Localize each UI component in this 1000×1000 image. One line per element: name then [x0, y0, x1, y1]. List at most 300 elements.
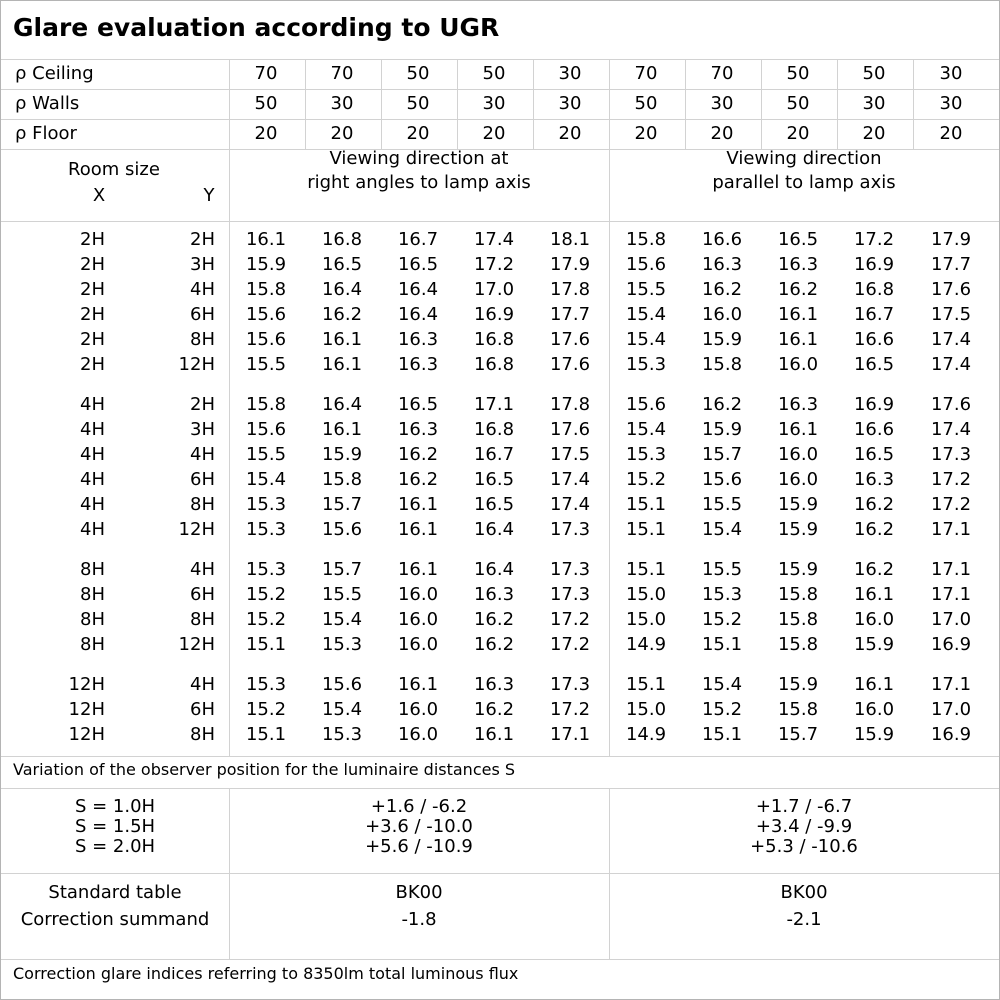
ugr-value: 16.1: [777, 419, 819, 440]
room-y-value: 4H: [190, 444, 215, 465]
standard-table-parallel: BK00: [780, 882, 828, 903]
reflectance-value: 30: [482, 93, 506, 114]
ugr-value: 15.7: [321, 494, 363, 515]
ugr-value: 16.0: [777, 354, 819, 375]
ugr-value: 16.8: [473, 419, 515, 440]
room-y-value: 2H: [190, 229, 215, 250]
ugr-value: 16.5: [853, 354, 895, 375]
ugr-value: 15.3: [625, 354, 667, 375]
ugr-value: 16.3: [777, 394, 819, 415]
room-y-value: 3H: [190, 254, 215, 275]
ugr-value: 17.1: [930, 674, 972, 695]
ugr-value: 17.4: [930, 419, 972, 440]
ugr-value: 16.2: [853, 519, 895, 540]
reflectance-value: 20: [786, 123, 810, 144]
grid-vline: [761, 59, 762, 149]
ugr-value: 16.2: [321, 304, 363, 325]
reflectance-label: ρ Walls: [15, 93, 80, 114]
room-x-value: 4H: [80, 419, 105, 440]
grid-hline: [1, 873, 999, 874]
reflectance-value: 20: [634, 123, 658, 144]
reflectance-value: 50: [482, 63, 506, 84]
ugr-value: 17.1: [930, 559, 972, 580]
ugr-value: 16.7: [397, 229, 439, 250]
ugr-value: 14.9: [625, 724, 667, 745]
standard-table-label: Standard table: [48, 882, 182, 903]
ugr-value: 16.4: [397, 304, 439, 325]
ugr-value: 16.3: [397, 354, 439, 375]
ugr-value: 15.0: [625, 609, 667, 630]
ugr-value: 16.3: [473, 584, 515, 605]
ugr-value: 16.0: [777, 469, 819, 490]
ugr-value: 15.6: [245, 329, 287, 350]
correction-summand-right: -1.8: [401, 909, 437, 930]
room-y-value: 2H: [190, 394, 215, 415]
ugr-value: 16.6: [853, 329, 895, 350]
room-x-value: 12H: [68, 674, 105, 695]
spacing-label: S = 2.0H: [74, 836, 156, 857]
room-y-value: 12H: [178, 354, 215, 375]
reflectance-value: 50: [786, 93, 810, 114]
ugr-value: 15.9: [853, 724, 895, 745]
ugr-value: 15.8: [321, 469, 363, 490]
ugr-value: 15.2: [625, 469, 667, 490]
variation-label: Variation of the observer position for the luminaire distances S: [13, 760, 516, 779]
ugr-value: 15.3: [245, 519, 287, 540]
room-x-value: 8H: [80, 559, 105, 580]
ugr-value: 15.3: [245, 559, 287, 580]
ugr-value: 16.6: [701, 229, 743, 250]
ugr-value: 17.2: [549, 634, 591, 655]
ugr-value: 17.0: [930, 609, 972, 630]
reflectance-value: 20: [254, 123, 278, 144]
room-y-value: 8H: [190, 609, 215, 630]
ugr-value: 15.0: [625, 699, 667, 720]
ugr-value: 16.0: [397, 724, 439, 745]
ugr-value: 17.8: [549, 394, 591, 415]
ugr-value: 15.9: [245, 254, 287, 275]
parallel-header-line2: parallel to lamp axis: [712, 172, 896, 193]
ugr-value: 16.0: [397, 699, 439, 720]
ugr-value: 16.2: [473, 609, 515, 630]
ugr-value: 16.4: [473, 519, 515, 540]
ugr-value: 15.9: [701, 329, 743, 350]
ugr-value: 16.2: [853, 559, 895, 580]
ugr-value: 17.6: [549, 419, 591, 440]
ugr-value: 17.4: [549, 494, 591, 515]
ugr-value: 15.2: [245, 584, 287, 605]
room-x-value: 4H: [80, 469, 105, 490]
ugr-value: 15.6: [625, 254, 667, 275]
ugr-value: 17.3: [549, 674, 591, 695]
ugr-value: 15.5: [701, 559, 743, 580]
ugr-value: 16.3: [397, 419, 439, 440]
ugr-value: 17.1: [930, 584, 972, 605]
room-y-value: 6H: [190, 304, 215, 325]
ugr-value: 17.7: [549, 304, 591, 325]
room-x-value: 2H: [80, 279, 105, 300]
ugr-value: 15.5: [245, 444, 287, 465]
ugr-value: 16.3: [701, 254, 743, 275]
footer-note: Correction glare indices referring to 8350lm total luminous flux: [13, 964, 519, 983]
room-x-value: 8H: [80, 609, 105, 630]
ugr-value: 17.0: [473, 279, 515, 300]
ugr-value: 17.1: [549, 724, 591, 745]
ugr-value: 15.4: [625, 419, 667, 440]
reflectance-value: 50: [254, 93, 278, 114]
reflectance-value: 50: [862, 63, 886, 84]
ugr-value: 16.3: [853, 469, 895, 490]
ugr-value: 16.4: [397, 279, 439, 300]
ugr-value: 15.6: [245, 304, 287, 325]
ugr-value: 15.7: [701, 444, 743, 465]
ugr-value: 16.1: [853, 584, 895, 605]
ugr-value: 16.0: [397, 634, 439, 655]
ugr-value: 15.8: [701, 354, 743, 375]
reflectance-value: 20: [558, 123, 582, 144]
ugr-value: 16.0: [777, 444, 819, 465]
correction-summand-label: Correction summand: [20, 909, 210, 930]
reflectance-value: 50: [406, 93, 430, 114]
room-x-value: 12H: [68, 724, 105, 745]
room-x-value: 2H: [80, 304, 105, 325]
ugr-value: 15.9: [853, 634, 895, 655]
reflectance-value: 70: [330, 63, 354, 84]
room-x-value: 4H: [80, 519, 105, 540]
ugr-value: 16.4: [321, 394, 363, 415]
ugr-value: 16.5: [853, 444, 895, 465]
ugr-value: 17.9: [549, 254, 591, 275]
ugr-value: 16.5: [473, 469, 515, 490]
ugr-value: 16.3: [397, 329, 439, 350]
room-y-value: 4H: [190, 674, 215, 695]
ugr-value: 15.8: [245, 394, 287, 415]
ugr-value: 15.4: [625, 329, 667, 350]
room-x-value: 2H: [80, 354, 105, 375]
ugr-value: 15.1: [625, 674, 667, 695]
ugr-value: 15.1: [245, 634, 287, 655]
ugr-value: 15.8: [777, 584, 819, 605]
ugr-value: 17.6: [930, 394, 972, 415]
ugr-value: 16.1: [321, 419, 363, 440]
ugr-value: 17.6: [549, 329, 591, 350]
grid-hline: [1, 59, 999, 60]
ugr-value: 15.9: [777, 494, 819, 515]
ugr-value: 15.5: [321, 584, 363, 605]
grid-vline: [913, 59, 914, 149]
room-size-label: Room size: [68, 159, 160, 180]
room-x-value: 2H: [80, 329, 105, 350]
room-x-value: 4H: [80, 444, 105, 465]
ugr-value: 15.3: [625, 444, 667, 465]
room-x-value: 2H: [80, 254, 105, 275]
ugr-value: 17.2: [930, 469, 972, 490]
ugr-value: 16.1: [321, 329, 363, 350]
ugr-value: 15.4: [625, 304, 667, 325]
ugr-value: 15.4: [245, 469, 287, 490]
ugr-value: 15.2: [701, 609, 743, 630]
ugr-value: 16.5: [397, 254, 439, 275]
ugr-value: 17.2: [473, 254, 515, 275]
ugr-value: 16.2: [473, 634, 515, 655]
room-x-value: 8H: [80, 584, 105, 605]
correction-summand-parallel: -2.1: [786, 909, 822, 930]
room-y-value: 12H: [178, 519, 215, 540]
ugr-value: 17.5: [549, 444, 591, 465]
ugr-value: 16.2: [701, 394, 743, 415]
right-angles-header-line1: Viewing direction at: [329, 148, 509, 169]
ugr-value: 15.6: [245, 419, 287, 440]
ugr-value: 16.1: [853, 674, 895, 695]
reflectance-value: 70: [254, 63, 278, 84]
ugr-value: 15.4: [321, 699, 363, 720]
ugr-value: 15.5: [701, 494, 743, 515]
ugr-value: 15.8: [777, 609, 819, 630]
ugr-value: 15.9: [777, 519, 819, 540]
room-x-value: 12H: [68, 699, 105, 720]
ugr-value: 15.1: [245, 724, 287, 745]
ugr-value: 16.4: [473, 559, 515, 580]
ugr-value: 15.1: [701, 634, 743, 655]
reflectance-value: 50: [634, 93, 658, 114]
room-x-value: 4H: [80, 394, 105, 415]
ugr-value: 15.1: [625, 559, 667, 580]
reflectance-value: 20: [406, 123, 430, 144]
ugr-value: 15.6: [321, 519, 363, 540]
ugr-value: 16.1: [397, 519, 439, 540]
ugr-value: 15.7: [321, 559, 363, 580]
ugr-value: 17.1: [473, 394, 515, 415]
ugr-value: 17.9: [930, 229, 972, 250]
reflectance-label: ρ Floor: [15, 123, 77, 144]
reflectance-value: 50: [786, 63, 810, 84]
ugr-value: 15.3: [245, 674, 287, 695]
ugr-value: 16.5: [397, 394, 439, 415]
ugr-value: 16.7: [473, 444, 515, 465]
ugr-value: 15.2: [245, 609, 287, 630]
ugr-value: 15.4: [701, 674, 743, 695]
ugr-value: 15.6: [701, 469, 743, 490]
ugr-value: 16.1: [777, 304, 819, 325]
ugr-value: 15.8: [245, 279, 287, 300]
ugr-value: 15.4: [701, 519, 743, 540]
ugr-value: 16.4: [321, 279, 363, 300]
variation-right-value: +1.6 / -6.2: [370, 796, 468, 817]
ugr-value: 17.1: [930, 519, 972, 540]
grid-vline: [837, 59, 838, 149]
ugr-value: 16.2: [777, 279, 819, 300]
room-x-label: X: [92, 185, 106, 206]
ugr-value: 15.6: [625, 394, 667, 415]
ugr-value: 17.3: [930, 444, 972, 465]
ugr-value: 16.0: [853, 609, 895, 630]
ugr-value: 16.9: [853, 394, 895, 415]
reflectance-value: 20: [939, 123, 963, 144]
ugr-value: 15.9: [777, 674, 819, 695]
reflectance-value: 70: [634, 63, 658, 84]
ugr-value: 15.8: [625, 229, 667, 250]
reflectance-value: 70: [710, 63, 734, 84]
grid-hline: [1, 959, 999, 960]
grid-vline: [609, 59, 610, 149]
room-x-value: 8H: [80, 634, 105, 655]
ugr-value: 15.0: [625, 584, 667, 605]
variation-right-value: +5.6 / -10.9: [365, 836, 473, 857]
ugr-value: 16.1: [473, 724, 515, 745]
ugr-value: 17.3: [549, 559, 591, 580]
grid-vline: [381, 59, 382, 149]
ugr-value: 16.8: [321, 229, 363, 250]
grid-hline: [1, 221, 999, 222]
ugr-value: 17.2: [549, 609, 591, 630]
ugr-value: 17.7: [930, 254, 972, 275]
ugr-value: 16.0: [853, 699, 895, 720]
ugr-value: 17.6: [549, 354, 591, 375]
room-y-value: 6H: [190, 469, 215, 490]
ugr-value: 16.1: [397, 494, 439, 515]
ugr-value: 16.1: [321, 354, 363, 375]
grid-hline: [1, 788, 999, 789]
reflectance-value: 30: [939, 63, 963, 84]
reflectance-value: 30: [330, 93, 354, 114]
reflectance-value: 30: [558, 63, 582, 84]
ugr-value: 15.9: [701, 419, 743, 440]
grid-vline: [685, 59, 686, 149]
ugr-value: 17.2: [930, 494, 972, 515]
ugr-value: 15.2: [701, 699, 743, 720]
room-x-value: 4H: [80, 494, 105, 515]
ugr-value: 16.9: [930, 634, 972, 655]
ugr-value: 17.3: [549, 584, 591, 605]
room-y-value: 8H: [190, 329, 215, 350]
reflectance-value: 30: [862, 93, 886, 114]
ugr-value: 17.2: [549, 699, 591, 720]
ugr-value: 16.9: [930, 724, 972, 745]
ugr-value: 16.9: [473, 304, 515, 325]
ugr-value: 17.6: [930, 279, 972, 300]
ugr-value: 16.7: [853, 304, 895, 325]
room-y-label: Y: [203, 185, 215, 206]
ugr-value: 15.7: [777, 724, 819, 745]
ugr-value: 15.8: [777, 699, 819, 720]
room-y-value: 4H: [190, 279, 215, 300]
reflectance-value: 20: [710, 123, 734, 144]
ugr-value: 15.4: [321, 609, 363, 630]
grid-vline: [533, 59, 534, 149]
reflectance-value: 30: [939, 93, 963, 114]
room-y-value: 8H: [190, 494, 215, 515]
ugr-value: 16.1: [777, 329, 819, 350]
ugr-value: 16.6: [853, 419, 895, 440]
ugr-value: 15.3: [321, 724, 363, 745]
grid-hline: [1, 756, 999, 757]
ugr-value: 16.1: [397, 559, 439, 580]
ugr-value: 16.8: [473, 354, 515, 375]
grid-vline: [457, 59, 458, 149]
ugr-value: 16.2: [701, 279, 743, 300]
ugr-value: 16.9: [853, 254, 895, 275]
ugr-value: 15.2: [245, 699, 287, 720]
variation-parallel-value: +1.7 / -6.7: [755, 796, 853, 817]
ugr-value: 15.3: [701, 584, 743, 605]
ugr-value: 16.5: [321, 254, 363, 275]
ugr-value: 15.1: [625, 519, 667, 540]
ugr-value: 15.9: [321, 444, 363, 465]
ugr-value: 16.0: [397, 609, 439, 630]
page-title: Glare evaluation according to UGR: [13, 13, 500, 42]
ugr-value: 16.2: [473, 699, 515, 720]
room-y-value: 4H: [190, 559, 215, 580]
ugr-value: 16.3: [473, 674, 515, 695]
reflectance-value: 20: [862, 123, 886, 144]
ugr-value: 17.0: [930, 699, 972, 720]
ugr-value: 16.8: [473, 329, 515, 350]
room-y-value: 6H: [190, 699, 215, 720]
ugr-value: 17.2: [853, 229, 895, 250]
ugr-value: 15.9: [777, 559, 819, 580]
room-x-value: 2H: [80, 229, 105, 250]
reflectance-value: 20: [330, 123, 354, 144]
reflectance-value: 20: [482, 123, 506, 144]
spacing-label: S = 1.5H: [74, 816, 156, 837]
ugr-value: 17.4: [473, 229, 515, 250]
grid-hline: [1, 119, 999, 120]
ugr-value: 17.5: [930, 304, 972, 325]
grid-hline: [1, 89, 999, 90]
ugr-value: 16.5: [777, 229, 819, 250]
ugr-value: 15.5: [625, 279, 667, 300]
room-y-value: 12H: [178, 634, 215, 655]
ugr-value: 17.4: [930, 354, 972, 375]
reflectance-value: 30: [558, 93, 582, 114]
spacing-label: S = 1.0H: [74, 796, 156, 817]
ugr-value: 17.3: [549, 519, 591, 540]
ugr-value: 16.1: [245, 229, 287, 250]
ugr-value: 15.6: [321, 674, 363, 695]
reflectance-value: 30: [710, 93, 734, 114]
ugr-value: 15.1: [701, 724, 743, 745]
right-angles-header-line2: right angles to lamp axis: [307, 172, 531, 193]
ugr-value: 15.1: [625, 494, 667, 515]
ugr-value: 17.8: [549, 279, 591, 300]
ugr-value: 18.1: [549, 229, 591, 250]
ugr-value: 16.0: [701, 304, 743, 325]
ugr-value: 15.3: [245, 494, 287, 515]
parallel-header-line1: Viewing direction: [726, 148, 882, 169]
ugr-value: 16.5: [473, 494, 515, 515]
ugr-value: 15.8: [777, 634, 819, 655]
reflectance-label: ρ Ceiling: [15, 63, 94, 84]
ugr-value: 16.3: [777, 254, 819, 275]
ugr-value: 16.2: [397, 444, 439, 465]
variation-parallel-value: +5.3 / -10.6: [750, 836, 858, 857]
ugr-value: 16.8: [853, 279, 895, 300]
room-y-value: 3H: [190, 419, 215, 440]
variation-parallel-value: +3.4 / -9.9: [755, 816, 853, 837]
ugr-value: 16.1: [397, 674, 439, 695]
ugr-value: 16.2: [853, 494, 895, 515]
room-y-value: 8H: [190, 724, 215, 745]
ugr-value: 17.4: [930, 329, 972, 350]
ugr-value: 15.3: [321, 634, 363, 655]
grid-vline: [305, 59, 306, 149]
grid-vline: [609, 149, 610, 756]
ugr-value: 17.4: [549, 469, 591, 490]
room-y-value: 6H: [190, 584, 215, 605]
ugr-value: 16.0: [397, 584, 439, 605]
ugr-value: 14.9: [625, 634, 667, 655]
reflectance-value: 50: [406, 63, 430, 84]
